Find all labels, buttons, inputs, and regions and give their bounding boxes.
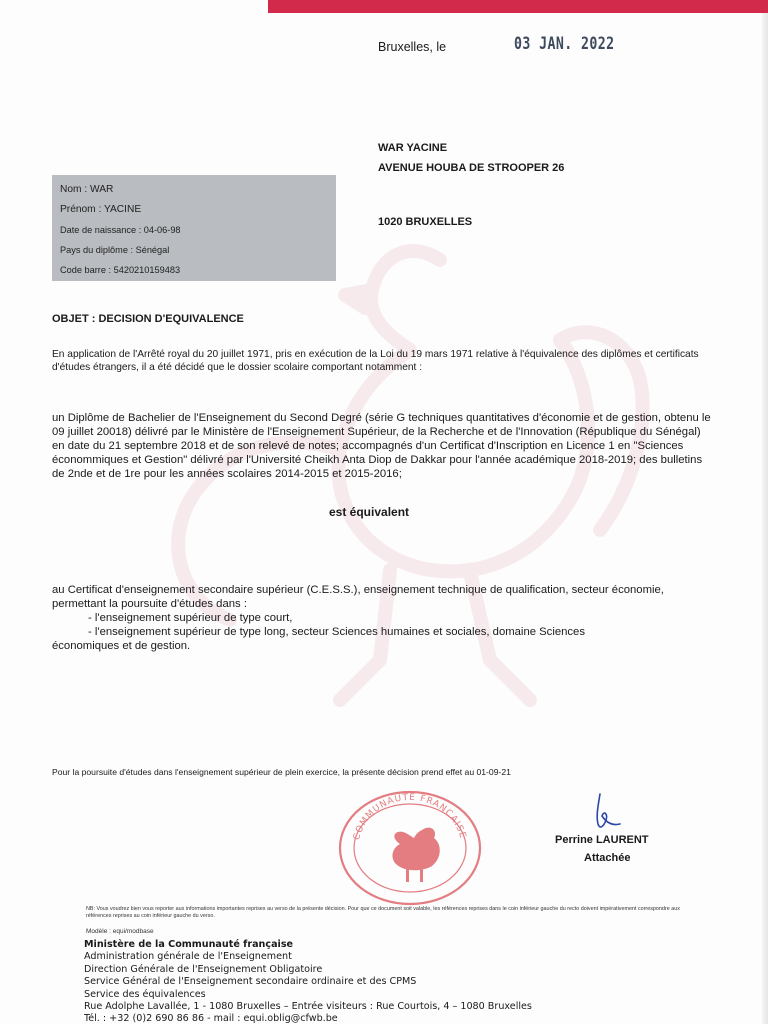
footer-line: Service Général de l'Enseignement secondaire ordinaire et des CPMS: [84, 976, 417, 988]
page-edge-shadow: [762, 13, 768, 1024]
footer-line: Direction Générale de l'Enseignement Obligatoire: [84, 963, 323, 975]
id-birthdate: Date de naissance : 04-06-98: [60, 225, 181, 235]
stamp-text: COMMUNAUTE FRANCAISE: [352, 792, 468, 842]
bullet-long-type-continued: économiques et de gestion.: [52, 640, 191, 652]
ministry-footer: [84, 939, 532, 1024]
top-color-band: [268, 0, 768, 13]
id-firstname: Prénom : YACINE: [60, 204, 142, 215]
cess-paragraph: [52, 583, 712, 653]
footer-line: Administration générale de l'Enseignement: [84, 951, 292, 963]
footer-contact: Tél. : +32 (0)2 690 86 86 - mail : equi.oblig@cfwb.be: [84, 1013, 338, 1024]
footnote-nb: NB: Vous voudrez bien vous reporter aux informations importantes reprises au verso de la présente décision. Pour que ce document soit valable, les références reprises dans le coin inférieur gauche du recto doivent impérativement correspondre aux références reprises au coin inférieur gauche du verso.: [86, 906, 680, 919]
bullet-short-type: - l'enseignement supérieur de type court,: [88, 612, 293, 624]
identity-box: [52, 175, 336, 281]
svg-text:COMMUNAUTE FRANCAISE: [352, 793, 468, 841]
bullet-long-type: - l'enseignement supérieur de type long, secteur Sciences humaines et sociales, domaine Sciences: [88, 626, 585, 638]
id-diploma-country: Pays du diplôme : Sénégal: [60, 245, 170, 255]
footer-line: Service des équivalences: [84, 988, 206, 1000]
footer-line: Rue Adolphe Lavallée, 1 - 1080 Bruxelles – Entrée visiteurs : Rue Courtois, 4 – 1080 Bruxelles: [84, 1001, 532, 1013]
signer-title: Attachée: [584, 852, 631, 864]
model-reference: Modèle : equi/modbase: [86, 928, 154, 935]
id-surname: Nom : WAR: [60, 184, 114, 195]
subject-line: OBJET : DECISION D'EQUIVALENCE: [52, 313, 244, 325]
cess-text: au Certificat d'enseignement secondaire supérieur (C.E.S.S.), enseignement technique de qualification, secteur économie, permettant la poursuite d'études dans :: [52, 584, 664, 610]
place-date-label: Bruxelles, le: [378, 40, 447, 54]
ministry-name: Ministère de la Communauté française: [84, 939, 294, 950]
signer-name: Perrine LAURENT: [555, 834, 649, 846]
id-barcode: Code barre : 5420210159483: [60, 265, 181, 275]
handwritten-signature: [582, 786, 632, 836]
official-stamp: [334, 786, 486, 906]
effective-date-note: Pour la poursuite d'études dans l'enseignement supérieur de plein exercice, la présente décision prend effet au 01-09-21: [52, 767, 511, 777]
recipient-city: 1020 BRUXELLES: [378, 216, 473, 228]
recipient-name: WAR YACINE: [378, 142, 448, 154]
intro-paragraph: En application de l'Arrêté royal du 20 juillet 1971, pris en exécution de la Loi du 19 mars 1971 relative à l'équivalence des diplômes et certificats d'études étrangers, il a été décidé que le dossier scolaire comportant notamment :: [52, 349, 699, 373]
equivalence-statement: est équivalent: [329, 505, 410, 519]
date-stamp: 03 JAN. 2022: [514, 34, 615, 54]
recipient-street: AVENUE HOUBA DE STROOPER 26: [378, 162, 565, 174]
diploma-paragraph: un Diplôme de Bachelier de l'Enseignement du Second Degré (série G techniques quantitatives d'économie et de gestion, obtenu le 09 juillet 20018) délivré par le Ministère de l'Enseignement Supérieur, de la Recherche et de l'Innovation (République du Sénégal) en date du 21 septembre 2018 et de son relevé de notes; accompagnés d'un Certificat d'Inscription en Licence 1 en "Sciences économmiques et Gestion" délivré par l'Université Cheikh Anta Diop de Dakkar pour l'année académique 2018-2019; des bulletins de 2nde et de 1re pour les années scolaires 2014-2015 et 2015-2016;: [52, 412, 711, 480]
